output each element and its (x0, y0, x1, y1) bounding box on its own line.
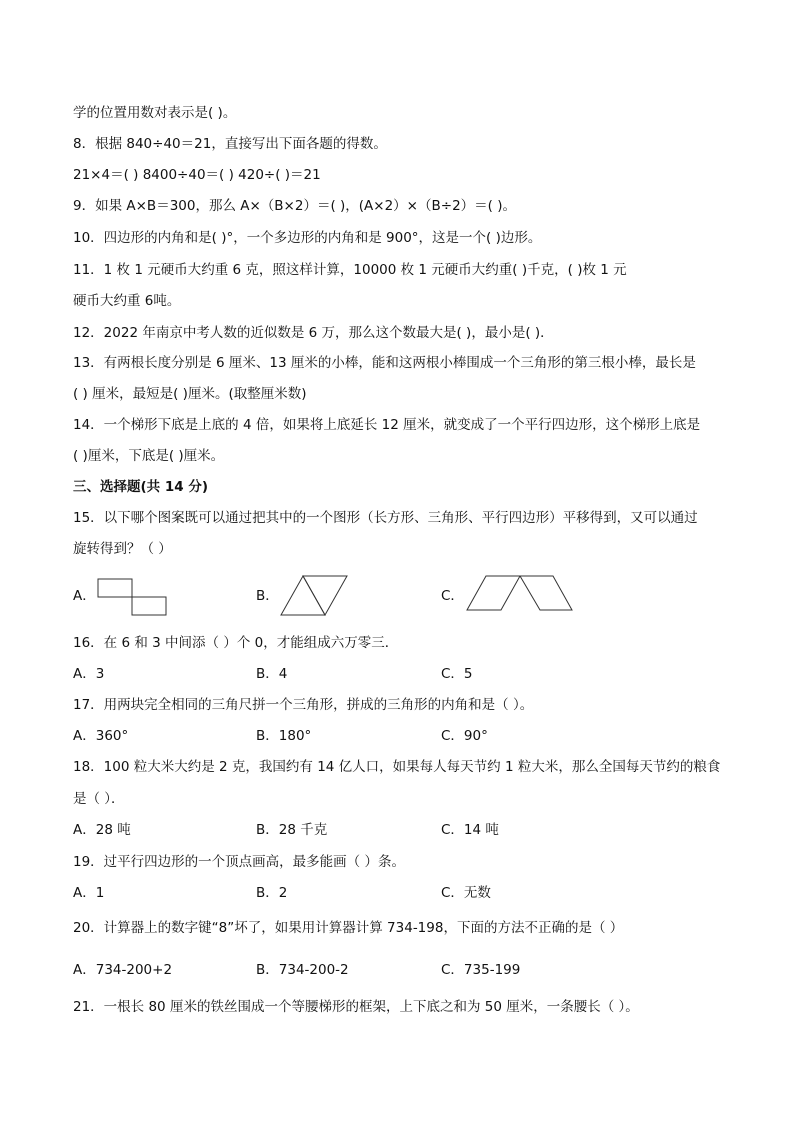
question-15-continued: 旋转得到？（ ） (73, 541, 172, 557)
figure-a-rect-bottom (132, 597, 166, 615)
q19-option-a[interactable]: A．1 (73, 885, 105, 901)
question-21: 21．一根长 80 厘米的铁丝围成一个等腰梯形的框架，上下底之和为 50 厘米，一条腰长（ ）。 (73, 999, 639, 1015)
q17-option-c[interactable]: C．90° (441, 728, 488, 744)
q20-option-c[interactable]: C．735-199 (441, 962, 521, 978)
q15-figure-b (280, 575, 350, 617)
q15-option-c[interactable]: C． (441, 588, 464, 604)
q15-figure-c (466, 575, 574, 615)
question-12: 12．2022 年南京中考人数的近似数是 6 万，那么这个数最大是( )，最小是( )． (73, 325, 554, 341)
q19-option-c[interactable]: C．无数 (441, 885, 491, 901)
q15-option-b[interactable]: B． (256, 588, 279, 604)
question-17: 17．用两块完全相同的三角尺拼一个三角形，拼成的三角形的内角和是（ ）。 (73, 697, 534, 713)
figure-a-rect-top (98, 579, 132, 597)
q15-figure-a (97, 578, 169, 618)
figure-b-triangle-left (281, 576, 325, 615)
q18-option-b[interactable]: B．28 千克 (256, 822, 328, 838)
question-14: 14．一个梯形下底是上底的 4 倍，如果将上底延长 12 厘米，就变成了一个平行四边形，这个梯形上底是 (73, 417, 701, 433)
figure-b-triangle-right (303, 576, 347, 615)
q19-option-b[interactable]: B．2 (256, 885, 288, 901)
question-11: 11．1 枚 1 元硬币大约重 6 克，照这样计算，10000 枚 1 元硬币大约重( )千克，( )枚 1 元 (73, 262, 627, 278)
q18-option-c[interactable]: C．14 吨 (441, 822, 499, 838)
question-13: 13．有两根长度分别是 6 厘米、13 厘米的小棒，能和这两根小棒围成一个三角形的第三根小棒，最长是 (73, 355, 696, 371)
q16-option-b[interactable]: B．4 (256, 666, 288, 682)
question-13-continued: ( ) 厘米，最短是( )厘米。(取整厘米数) (73, 386, 307, 402)
figure-c-parallelogram-right (520, 576, 572, 610)
q15-option-a[interactable]: A． (73, 588, 96, 604)
q20-option-b[interactable]: B．734-200-2 (256, 962, 349, 978)
question-11-continued: 硬币大约重 6吨。 (73, 293, 181, 309)
section-3-heading: 三、选择题(共 14 分) (73, 479, 209, 495)
line-q7-continued: 学的位置用数对表示是( )。 (73, 105, 237, 121)
question-10: 10．四边形的内角和是( )°，一个多边形的内角和是 900°，这是一个( )边形。 (73, 230, 542, 246)
question-8-answers: 21×4＝( ) 8400÷40＝( ) 420÷( )＝21 (73, 167, 321, 183)
q17-option-b[interactable]: B．180° (256, 728, 312, 744)
question-9: 9．如果 A×B＝300，那么 A×（B×2）＝( )，(A×2）×（B÷2）＝( )。 (73, 198, 516, 214)
question-14-continued: ( )厘米，下底是( )厘米。 (73, 448, 225, 464)
question-19: 19．过平行四边形的一个顶点画高，最多能画（ ）条。 (73, 854, 405, 870)
q17-option-a[interactable]: A．360° (73, 728, 129, 744)
q18-option-a[interactable]: A．28 吨 (73, 822, 131, 838)
q16-option-a[interactable]: A．3 (73, 666, 105, 682)
question-15: 15．以下哪个图案既可以通过把其中的一个图形（长方形、三角形、平行四边形）平移得到，又可以通过 (73, 510, 698, 526)
question-18: 18．100 粒大米大约是 2 克，我国约有 14 亿人口，如果每人每天节约 1 粒大米，那么全国每天节约的粮食 (73, 759, 721, 775)
q20-option-a[interactable]: A．734-200+2 (73, 962, 173, 978)
question-20: 20．计算器上的数字键“8”坏了，如果用计算器计算 734-198，下面的方法不正确的是（ ） (73, 920, 624, 936)
question-8: 8．根据 840÷40＝21，直接写出下面各题的得数。 (73, 136, 387, 152)
question-16: 16．在 6 和 3 中间添（ ）个 0，才能组成六万零三． (73, 635, 399, 651)
question-18-continued: 是（ ）． (73, 791, 125, 807)
figure-c-parallelogram-left (467, 576, 520, 610)
q16-option-c[interactable]: C．5 (441, 666, 473, 682)
